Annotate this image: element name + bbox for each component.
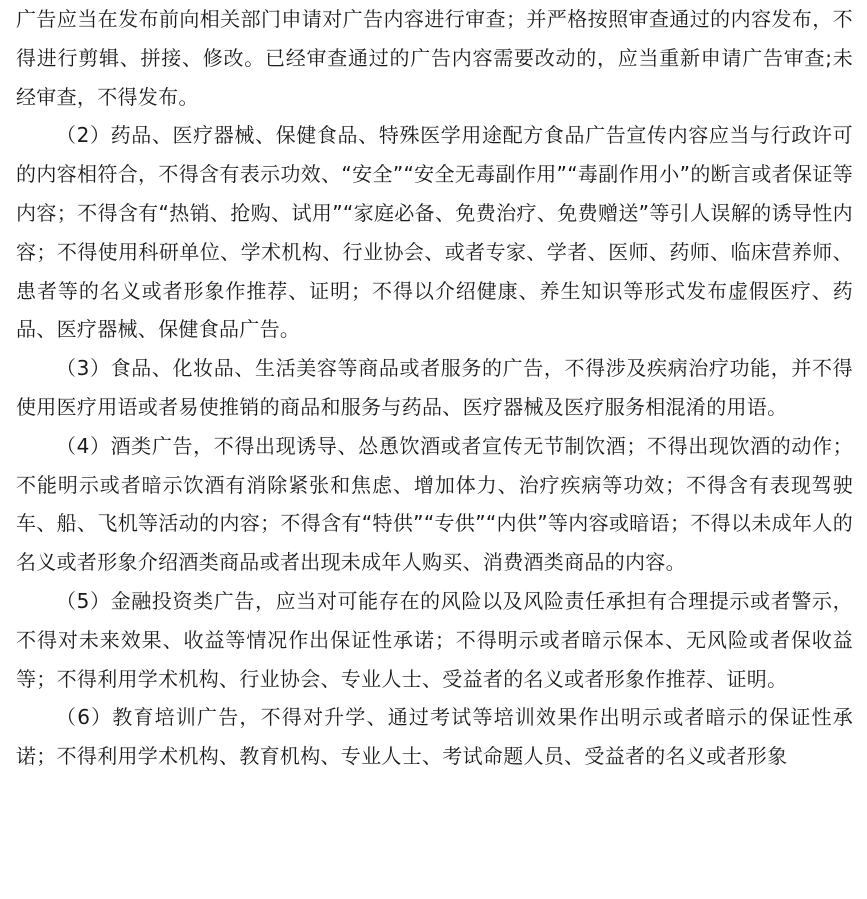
paragraph-item-6: （6）教育培训广告，不得对升学、通过考试等培训效果作出明示或者暗示的保证性承诺；不得利用学术机构、教育机构、专业人士、考试命题人员、受益者的名义或者形象 [16,705,853,769]
paragraph-item-4: （4）酒类广告，不得出现诱导、怂恿饮酒或者宣传无节制饮酒；不得出现饮酒的动作；不能明示或者暗示饮酒有消除紧张和焦虑、增加体力、治疗疾病等功效；不得含有表现驾驶车、船、飞机等活动的内容；不得含有“特供”“专供”“内供”等内容或暗语；不得以未成年人的名义或者形象介绍酒类商品或者出现未成年人购买、消费酒类商品的内容。 [16,433,853,575]
paragraph-item-3: （3）食品、化妆品、生活美容等商品或者服务的广告，不得涉及疾病治疗功能，并不得使用医疗用语或者易使推销的商品和服务与药品、医疗器械及医疗服务相混淆的用语。 [16,356,853,419]
paragraph-item-2: （2）药品、医疗器械、保健食品、特殊医学用途配方食品广告宣传内容应当与行政许可的内容相符合，不得含有表示功效、“安全”“安全无毒副作用”“毒副作用小”的断言或者保证等内容；不得含有“热销、抢购、试用”“家庭必备、免费治疗、免费赠送”等引人误解的诱导性内容；不得使用科研单位、学术机构、行业协会、或者专家、学者、医师、药师、临床营养师、患者等的名义或者形象作推荐、证明；不得以介绍健康、养生知识等形式发布虚假医疗、药品、医疗器械、保健食品广告。 [16,123,853,342]
paragraph-intro: 广告应当在发布前向相关部门申请对广告内容进行审查；并严格按照审查通过的内容发布，不得进行剪辑、拼接、修改。已经审查通过的广告内容需要改动的，应当重新申请广告审查;未经审查，不得发布。 [16,7,853,109]
paragraph-item-5: （5）金融投资类广告，应当对可能存在的风险以及风险责任承担有合理提示或者警示，不得对未来效果、收益等情况作出保证性承诺；不得明示或者暗示保本、无风险或者保收益等；不得利用学术机构、行业协会、专业人士、受益者的名义或者形象作推荐、证明。 [16,588,853,691]
